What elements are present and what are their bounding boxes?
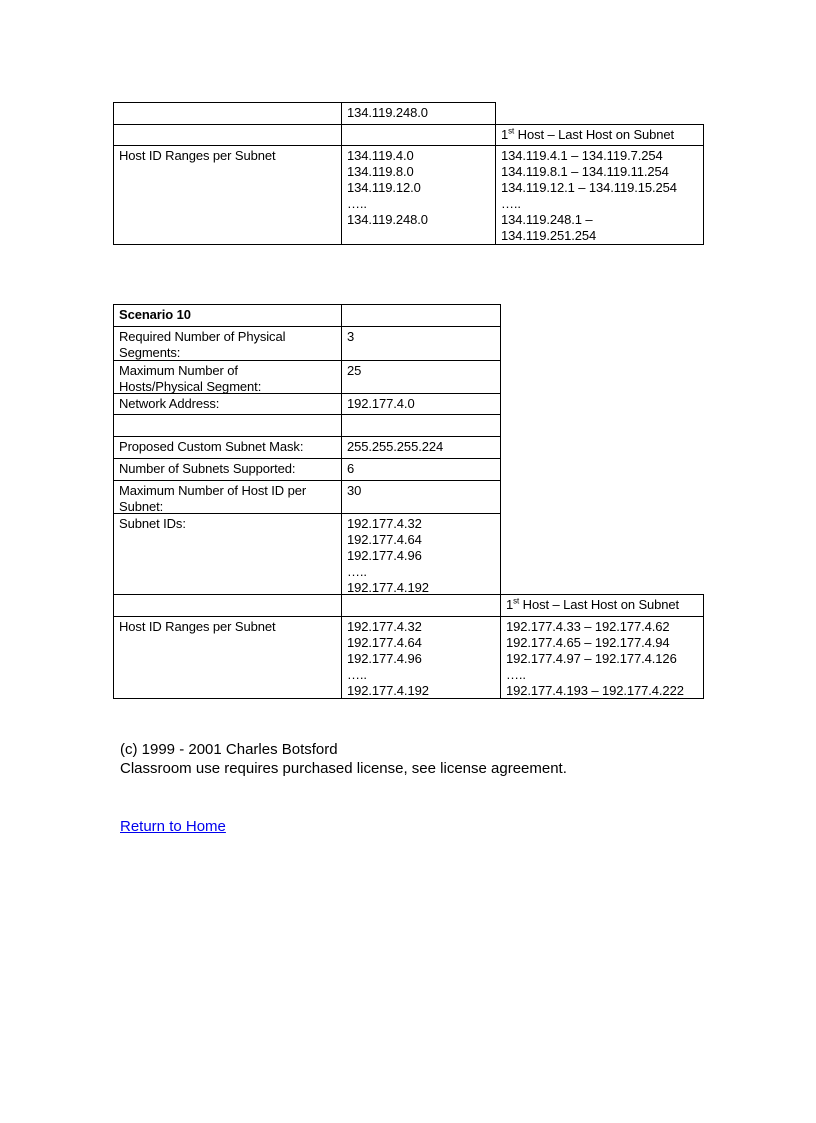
t2-row7-value: 30 — [341, 480, 501, 514]
t2-row6-value: 6 — [341, 458, 501, 481]
t2-host-label: Host ID Ranges per Subnet — [113, 616, 342, 699]
t2-title: Scenario 10 — [113, 304, 342, 327]
return-home-link[interactable]: Return to Home — [120, 818, 226, 835]
t2-host-prefix: 1 — [506, 597, 514, 612]
t2-row1-value: 3 — [341, 326, 501, 361]
t1-r2-c1 — [113, 124, 342, 146]
t2-row7-label: Maximum Number of Host ID per Subnet: — [113, 480, 342, 514]
t1-r1-c1 — [113, 102, 342, 125]
t2-row8-value: 192.177.4.32 192.177.4.64 192.177.4.96 ….. 192.177.4.192 — [341, 513, 501, 595]
t1-r3-ranges: 134.119.4.1 – 134.119.7.254 134.119.8.1 – 134.119.11.254 134.119.12.1 – 134.119.15.254 ….. 134.119.248.1 – 134.119.251.254 — [495, 145, 704, 245]
t2-host-sup: st — [513, 596, 520, 606]
t1-r2-c2 — [341, 124, 496, 146]
t1-r3-ids: 134.119.4.0 134.119.8.0 134.119.12.0 ….. 134.119.248.0 — [341, 145, 496, 245]
t1-host-header: Host – Last Host on Subnet — [514, 127, 675, 142]
t1-host-sup: st — [508, 126, 515, 136]
t2-host-ranges: 192.177.4.33 – 192.177.4.62 192.177.4.65 – 192.177.4.94 192.177.4.97 – 192.177.4.126 ….. 192.177.4.193 – 192.177.4.222 — [500, 616, 704, 699]
license-text: Classroom use requires purchased license, see license agreement. — [120, 760, 567, 777]
copyright-text: (c) 1999 - 2001 Charles Botsford — [120, 741, 338, 758]
t2-row2-label: Maximum Number of Hosts/Physical Segment: — [113, 360, 342, 394]
t2-row2-value: 25 — [341, 360, 501, 394]
t2-row4-label — [113, 414, 342, 437]
t1-r1-c2: 134.119.248.0 — [341, 102, 496, 125]
t2-header-c2 — [341, 594, 501, 617]
t2-title-value — [341, 304, 501, 327]
t2-row8-label: Subnet IDs: — [113, 513, 342, 595]
t2-row1-label: Required Number of Physical Segments: — [113, 326, 342, 361]
t1-r2-c3 — [495, 124, 704, 146]
t2-row3-value: 192.177.4.0 — [341, 393, 501, 415]
t2-row3-label: Network Address: — [113, 393, 342, 415]
t2-row5-label: Proposed Custom Subnet Mask: — [113, 436, 342, 459]
t2-header-c3 — [500, 594, 704, 617]
t1-r3-label: Host ID Ranges per Subnet — [113, 145, 342, 245]
t2-host-header: Host – Last Host on Subnet — [519, 597, 680, 612]
t2-row4-value — [341, 414, 501, 437]
t2-host-ids: 192.177.4.32 192.177.4.64 192.177.4.96 ….. 192.177.4.192 — [341, 616, 501, 699]
t1-host-prefix: 1 — [501, 127, 509, 142]
t2-row6-label: Number of Subnets Supported: — [113, 458, 342, 481]
t2-row5-value: 255.255.255.224 — [341, 436, 501, 459]
t2-header-c1 — [113, 594, 342, 617]
